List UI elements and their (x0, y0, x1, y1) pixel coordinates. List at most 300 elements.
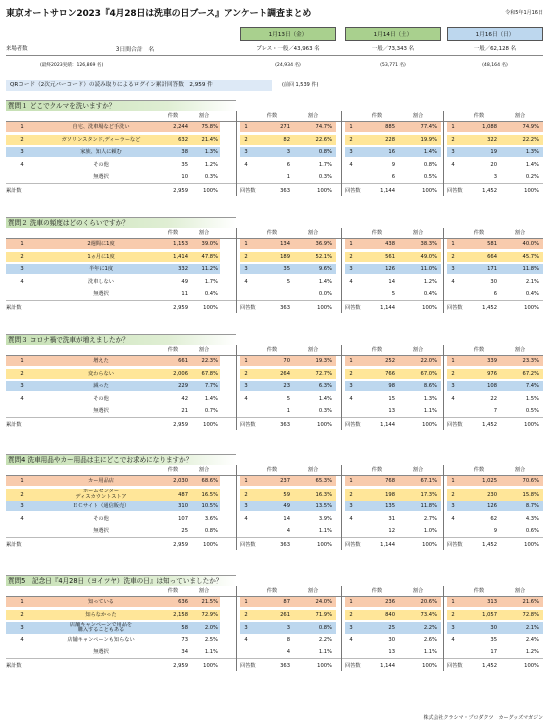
day-count-header: 件数 (266, 588, 278, 594)
day-count-header: 件数 (266, 230, 278, 236)
day-option-count: 87 (283, 599, 290, 605)
day-option-count: 885 (385, 124, 395, 130)
day-ratio-header: 割合 (412, 588, 424, 594)
visitors-sub-day3: (48,164 名) (482, 63, 508, 68)
day-option-number: 4 (451, 161, 455, 168)
option-label: 店舗キャンペーンも知らない (67, 636, 135, 643)
day-option-ratio: 2.1% (525, 278, 539, 285)
option-count: 42 (181, 395, 188, 402)
total-count: 2,959 (173, 421, 188, 428)
total-ratio: 100% (203, 541, 218, 548)
day-option-count: 8 (286, 636, 290, 643)
day-option-count: 35 (490, 636, 497, 643)
option-ratio: 0.7% (204, 408, 218, 414)
option-ratio: 47.8% (201, 253, 218, 260)
option-number: 2 (20, 611, 24, 618)
day-option-number: 1 (349, 358, 353, 364)
day-option-number (345, 647, 357, 657)
day-option-number: 2 (349, 136, 353, 143)
day-ratio-header: 割合 (307, 113, 319, 119)
qr-response-count: QRコード（2次元バーコード）の読み取りによるログイン累計回答数 2,959 件 (6, 80, 272, 91)
option-number: 3 (20, 266, 24, 272)
table-row (6, 369, 543, 379)
table-row (6, 172, 543, 182)
day-option-number: 2 (451, 136, 455, 143)
day-option-number (447, 526, 459, 536)
day-count-header: 件数 (371, 588, 383, 594)
day-header-1: 1月13日（金） (240, 27, 336, 41)
day-option-count: 126 (385, 266, 395, 272)
day-option-ratio: 49.0% (420, 253, 437, 260)
day-option-number: 2 (244, 491, 248, 498)
total-count: 2,959 (173, 541, 188, 548)
day-option-number: 3 (244, 266, 248, 272)
day-option-count: 1,025 (482, 478, 497, 484)
option-ratio: 22.3% (201, 358, 218, 364)
day-option-ratio: 8.6% (423, 383, 437, 389)
day-option-number (240, 172, 252, 182)
day-total-count: 1,144 (380, 662, 395, 669)
option-ratio: 2.0% (204, 625, 218, 631)
option-number: 2 (20, 136, 24, 143)
day-ratio-header: 割合 (412, 230, 424, 236)
option-label: 2週間に1度 (87, 241, 115, 247)
option-label: 家族、知人に頼む (80, 149, 122, 155)
day-option-ratio: 73.4% (420, 611, 437, 618)
respondents-label: 回答数 (447, 662, 463, 669)
day-option-ratio: 1.1% (318, 649, 332, 655)
table-row (6, 135, 543, 145)
day-option-count: 1,057 (482, 611, 497, 618)
day-option-ratio: 1.4% (318, 278, 332, 285)
day-option-number (345, 289, 357, 299)
day-option-count: 5 (286, 278, 290, 285)
option-label: 無選択 (93, 408, 109, 414)
day-option-count: 30 (490, 278, 497, 285)
day-count-header: 件数 (473, 113, 485, 119)
respondents-label: 回答数 (345, 541, 361, 548)
table-row (6, 489, 543, 501)
day-option-count: 17 (490, 649, 497, 655)
day-option-number: 2 (451, 370, 455, 377)
day-option-number: 2 (244, 611, 248, 618)
day-option-number: 1 (451, 358, 455, 364)
day-option-ratio: 0.4% (423, 291, 437, 297)
table-row (6, 622, 543, 634)
day-header-2: 1月14日（土） (345, 27, 441, 41)
day-option-number: 2 (244, 136, 248, 143)
option-ratio: 21.4% (201, 136, 218, 143)
total-row (6, 303, 543, 313)
day-total-count: 1,452 (482, 662, 497, 669)
table-row (6, 356, 543, 366)
option-count: 107 (178, 515, 188, 522)
day-option-count: 62 (490, 515, 497, 522)
day-option-count: 664 (487, 253, 497, 260)
option-count: 332 (178, 266, 188, 272)
day-option-number (447, 289, 459, 299)
day-option-ratio: 1.4% (525, 161, 539, 168)
day-option-ratio: 70.6% (522, 478, 539, 484)
day-total-count: 1,144 (380, 541, 395, 548)
option-ratio: 72.9% (201, 611, 218, 618)
respondents-label: 回答数 (345, 187, 361, 194)
day-option-count: 768 (385, 478, 395, 484)
day-option-ratio: 67.2% (522, 370, 539, 377)
option-number: 3 (20, 149, 24, 155)
table-row (6, 264, 543, 274)
day-option-number (240, 647, 252, 657)
visitors-sub-day2: (53,771 名) (380, 63, 406, 68)
option-count: 73 (181, 636, 188, 643)
day-option-ratio: 1.4% (423, 149, 437, 155)
option-label: ホームセンター ディスカウントストア (75, 488, 127, 500)
option-label: 自宅、洗車場など手洗い (72, 124, 130, 130)
day-option-number: 3 (349, 383, 353, 389)
day-option-count: 976 (487, 370, 497, 377)
day-option-ratio: 0.0% (318, 291, 332, 297)
day-option-number: 2 (451, 491, 455, 498)
day-option-ratio: 8.7% (525, 503, 539, 509)
day-option-count: 9 (391, 161, 395, 168)
total-label: 累計数 (6, 662, 22, 669)
day-option-ratio: 71.9% (315, 611, 332, 618)
day-option-count: 59 (283, 491, 290, 498)
day-option-number: 2 (451, 611, 455, 618)
option-ratio: 68.6% (201, 478, 218, 484)
day-option-count: 25 (388, 625, 395, 631)
ratio-header: 割合 (198, 230, 210, 236)
day-total-ratio: 100% (524, 662, 539, 669)
day-option-count: 108 (487, 383, 497, 389)
day-ratio-header: 割合 (307, 347, 319, 353)
count-header: 件数 (167, 230, 179, 236)
footer-credit: 株式会社クラシマ・プロダクツ カーグッズマガジン (423, 715, 543, 721)
day-option-count: 171 (487, 266, 497, 272)
day-option-number: 3 (451, 149, 455, 155)
ratio-header: 割合 (198, 467, 210, 473)
day-option-count: 313 (487, 599, 497, 605)
day-option-number: 2 (349, 253, 353, 260)
count-header: 件数 (167, 113, 179, 119)
day-option-count: 14 (388, 278, 395, 285)
day-option-count: 16 (388, 149, 395, 155)
day-option-ratio: 6.3% (318, 383, 332, 389)
day-option-count: 6 (493, 291, 497, 297)
option-label: 無選択 (93, 649, 109, 655)
day-option-ratio: 0.6% (525, 528, 539, 534)
day-option-number: 3 (349, 149, 353, 155)
day-option-ratio: 74.9% (522, 124, 539, 130)
day-option-ratio: 0.2% (525, 174, 539, 180)
day-option-count: 13 (388, 649, 395, 655)
option-number: 1 (20, 124, 24, 130)
day-option-count: 561 (385, 253, 395, 260)
table-row (6, 526, 543, 536)
day-ratio-header: 割合 (514, 347, 526, 353)
option-number: 1 (20, 478, 24, 484)
option-count: 2,158 (173, 611, 188, 618)
day-option-number: 1 (349, 241, 353, 247)
day-option-count: 271 (280, 124, 290, 130)
option-number (6, 406, 38, 416)
day-option-count: 14 (283, 515, 290, 522)
option-label: 知らなかった (85, 611, 117, 618)
day-option-count: 198 (385, 491, 395, 498)
option-number (6, 526, 38, 536)
day-option-ratio: 36.9% (315, 241, 332, 247)
total-ratio: 100% (203, 187, 218, 194)
option-ratio: 7.7% (204, 383, 218, 389)
table-row (6, 406, 543, 416)
table-row (6, 122, 543, 132)
day-option-count: 237 (280, 478, 290, 484)
option-number: 4 (20, 278, 24, 285)
day-option-count: 35 (283, 266, 290, 272)
option-ratio: 39.0% (201, 241, 218, 247)
day-option-ratio: 0.5% (423, 174, 437, 180)
day-option-number: 3 (244, 503, 248, 509)
option-count: 661 (178, 358, 188, 364)
day-option-ratio: 1.3% (525, 149, 539, 155)
day-option-ratio: 72.8% (522, 611, 539, 618)
day-option-count: 126 (487, 503, 497, 509)
total-ratio: 100% (203, 662, 218, 669)
day-count-header: 件数 (371, 113, 383, 119)
day-total-ratio: 100% (422, 304, 437, 311)
question-title: 質問4 洗車用品やカー用品は主にどこでお求めになりますか？ (6, 454, 236, 465)
day-option-number (240, 289, 252, 299)
visitors-label: 来場者数 (6, 46, 28, 52)
option-number: 4 (20, 515, 24, 522)
day-option-ratio: 67.1% (420, 478, 437, 484)
option-label: カー用品店 (88, 478, 114, 484)
option-count: 632 (178, 136, 188, 143)
day-option-ratio: 16.3% (315, 491, 332, 498)
day-option-number: 1 (244, 124, 248, 130)
option-ratio: 10.5% (201, 503, 218, 509)
day-option-ratio: 7.4% (525, 383, 539, 389)
respondents-label: 回答数 (345, 304, 361, 311)
day-option-count: 135 (385, 503, 395, 509)
day-option-count: 30 (490, 625, 497, 631)
day-option-ratio: 17.3% (420, 491, 437, 498)
option-number: 4 (20, 395, 24, 402)
day-option-ratio: 1.1% (423, 649, 437, 655)
day-total-ratio: 100% (422, 187, 437, 194)
day-option-ratio: 13.5% (315, 503, 332, 509)
day-option-ratio: 22.6% (315, 136, 332, 143)
day-option-ratio: 67.0% (420, 370, 437, 377)
day-option-count: 261 (280, 611, 290, 618)
question-title: 質問１ どこでクルマを洗いますか？ (6, 100, 236, 111)
option-number: 1 (20, 358, 24, 364)
day-option-number: 1 (244, 599, 248, 605)
option-label: ＥＣサイト（通信販売） (72, 503, 130, 509)
day-option-number: 3 (244, 383, 248, 389)
day-option-count: 3 (286, 625, 290, 631)
day-option-number: 4 (244, 278, 248, 285)
day-option-number: 4 (451, 395, 455, 402)
option-count: 38 (181, 149, 188, 155)
day-option-ratio: 19.9% (420, 136, 437, 143)
visitors-sub-day1: (24,934 名) (275, 63, 301, 68)
respondents-label: 回答数 (240, 187, 256, 194)
day-option-count: 6 (391, 174, 395, 180)
day-option-number: 1 (451, 478, 455, 484)
count-header: 件数 (167, 347, 179, 353)
table-row (6, 147, 543, 157)
count-header: 件数 (167, 588, 179, 594)
day-option-count: 13 (388, 408, 395, 414)
day-option-ratio: 3.9% (318, 515, 332, 522)
respondents-label: 回答数 (447, 304, 463, 311)
table-row (6, 239, 543, 249)
day-option-number: 4 (244, 515, 248, 522)
day-option-count: 30 (388, 636, 395, 643)
total-count: 2,959 (173, 662, 188, 669)
day-option-ratio: 0.8% (318, 149, 332, 155)
day-option-count: 12 (388, 528, 395, 534)
option-label: 1ヵ月に1度 (87, 253, 115, 260)
day-ratio-header: 割合 (412, 113, 424, 119)
total-label: 累計数 (6, 304, 22, 311)
day-total-count: 1,452 (482, 421, 497, 428)
option-label: 変わらない (88, 370, 114, 377)
option-number: 2 (20, 253, 24, 260)
day-total-count: 1,452 (482, 187, 497, 194)
day-total-count: 363 (280, 541, 290, 548)
option-number: 2 (20, 370, 24, 377)
day-option-number: 2 (244, 370, 248, 377)
day-option-number: 1 (244, 478, 248, 484)
count-header: 件数 (167, 467, 179, 473)
day-option-number: 1 (451, 124, 455, 130)
option-number: 1 (20, 599, 24, 605)
day-option-number: 1 (349, 478, 353, 484)
option-ratio: 1.3% (204, 149, 218, 155)
day-option-number: 4 (349, 515, 353, 522)
table-row (6, 501, 543, 511)
table-row (6, 635, 543, 645)
day-option-ratio: 2.7% (423, 515, 437, 522)
table-row (6, 394, 543, 404)
table-row (6, 160, 543, 170)
day-option-count: 264 (280, 370, 290, 377)
day-option-number (447, 172, 459, 182)
day-option-count: 20 (490, 161, 497, 168)
total-count: 2,959 (173, 187, 188, 194)
table-row (6, 476, 543, 486)
day-total-ratio: 100% (524, 421, 539, 428)
day-option-count: 766 (385, 370, 395, 377)
visitors-day2: 一般／73,343 名 (371, 46, 415, 52)
day-option-ratio: 20.6% (420, 599, 437, 605)
question-title: 質問２ 洗車の頻度はどのくらいですか？ (6, 217, 236, 228)
day-option-count: 5 (391, 291, 395, 297)
option-count: 310 (178, 503, 188, 509)
day-option-ratio: 1.1% (318, 528, 332, 534)
option-count: 11 (181, 291, 188, 297)
day-option-number: 2 (349, 491, 353, 498)
day-option-number: 3 (451, 625, 455, 631)
day-option-ratio: 1.0% (423, 528, 437, 534)
total-row (6, 661, 543, 671)
option-number: 3 (20, 503, 24, 509)
day-option-count: 98 (388, 383, 395, 389)
day-option-ratio: 38.3% (420, 241, 437, 247)
table-row (6, 252, 543, 262)
option-ratio: 1.1% (204, 649, 218, 655)
day-option-ratio: 52.1% (315, 253, 332, 260)
day-option-ratio: 2.4% (525, 636, 539, 643)
day-option-count (252, 289, 290, 299)
day-total-count: 363 (280, 421, 290, 428)
day-total-ratio: 100% (422, 662, 437, 669)
day-total-ratio: 100% (422, 541, 437, 548)
option-label: 無選択 (93, 291, 109, 297)
option-count: 2,244 (173, 124, 188, 130)
day-option-number: 4 (244, 636, 248, 643)
day-total-count: 1,144 (380, 187, 395, 194)
option-number: 3 (20, 625, 24, 631)
day-option-number: 3 (349, 503, 353, 509)
day-total-count: 1,452 (482, 304, 497, 311)
option-number: 1 (20, 241, 24, 247)
option-ratio: 67.8% (201, 370, 218, 377)
day-option-number: 3 (244, 149, 248, 155)
day-total-count: 363 (280, 662, 290, 669)
option-label: 増えた (93, 358, 109, 364)
day-total-count: 363 (280, 304, 290, 311)
day-header-3: 1月16日（日） (447, 27, 543, 41)
qr-previous-note: (前回 1,539 件) (282, 82, 319, 88)
option-number (6, 289, 38, 299)
option-ratio: 2.5% (204, 636, 218, 643)
day-option-count: 23 (283, 383, 290, 389)
day-count-header: 件数 (266, 113, 278, 119)
day-option-ratio: 19.3% (315, 358, 332, 364)
day-option-ratio: 2.2% (423, 625, 437, 631)
day-option-count: 5 (286, 395, 290, 402)
day-option-ratio: 11.8% (420, 503, 437, 509)
day-ratio-header: 割合 (307, 588, 319, 594)
day-option-number (240, 526, 252, 536)
day-option-number (345, 172, 357, 182)
option-number: 3 (20, 383, 24, 389)
table-row (6, 597, 543, 607)
day-option-ratio: 1.2% (525, 649, 539, 655)
day-count-header: 件数 (266, 347, 278, 353)
option-count: 21 (181, 408, 188, 414)
option-number: 2 (20, 491, 24, 498)
day-option-ratio: 22.2% (522, 136, 539, 143)
option-count: 58 (181, 625, 188, 631)
day-option-ratio: 2.6% (423, 636, 437, 643)
total-label: 累計数 (6, 187, 22, 194)
total-count: 2,959 (173, 304, 188, 311)
day-ratio-header: 割合 (307, 467, 319, 473)
day-total-ratio: 100% (524, 304, 539, 311)
day-option-count: 15 (388, 395, 395, 402)
day-option-ratio: 74.7% (315, 124, 332, 130)
day-option-count: 6 (286, 161, 290, 168)
day-option-ratio: 22.0% (420, 358, 437, 364)
day-option-number (447, 647, 459, 657)
day-ratio-header: 割合 (514, 467, 526, 473)
day-option-number: 4 (244, 161, 248, 168)
option-ratio: 0.8% (204, 528, 218, 534)
